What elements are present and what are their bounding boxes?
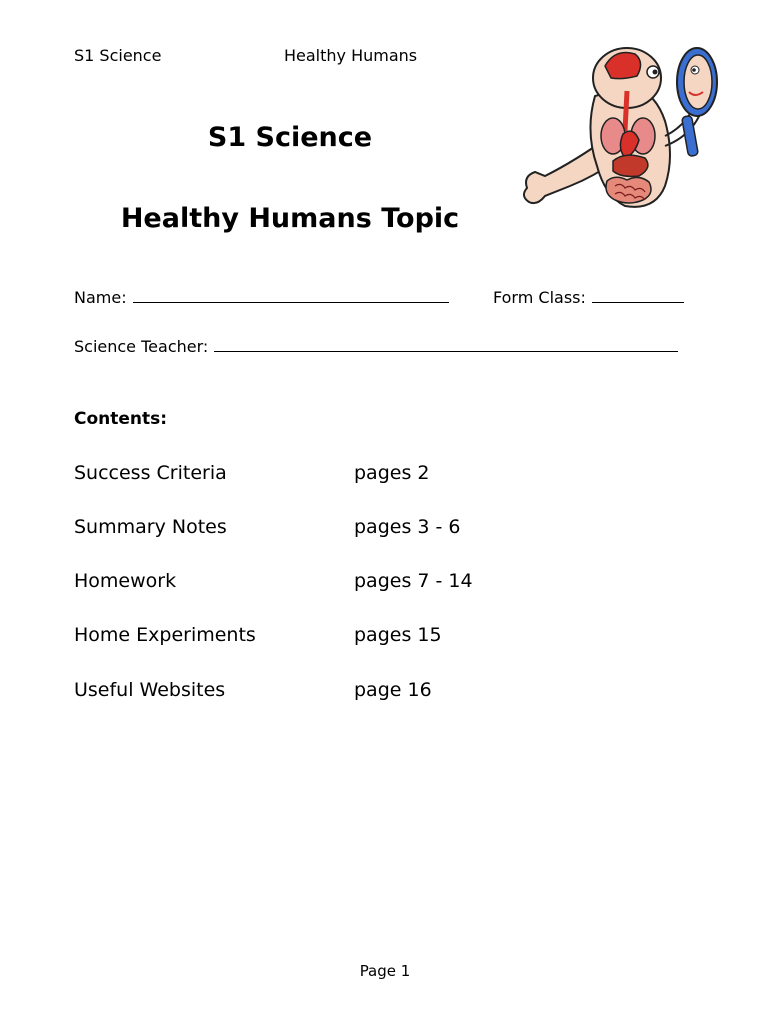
contents-item-pages: pages 7 - 14	[354, 570, 473, 592]
name-field[interactable]	[74, 288, 449, 307]
page-subtitle: Healthy Humans Topic	[120, 203, 460, 234]
form-class-field[interactable]	[493, 288, 684, 307]
contents-heading: Contents:	[74, 409, 168, 429]
contents-item-label: Homework	[74, 570, 177, 592]
science-teacher-blank-line[interactable]	[214, 337, 678, 352]
science-teacher-label: Science Teacher:	[74, 337, 209, 356]
contents-item-label: Success Criteria	[74, 462, 227, 484]
contents-item-pages: pages 3 - 6	[354, 516, 461, 538]
science-teacher-field[interactable]	[74, 337, 678, 356]
contents-item-pages: page 16	[354, 679, 432, 701]
contents-item-pages: pages 15	[354, 624, 442, 646]
form-class-label: Form Class:	[493, 288, 586, 307]
name-blank-line[interactable]	[133, 288, 449, 303]
page-title: S1 Science	[207, 122, 373, 153]
contents-item-label: Summary Notes	[74, 516, 227, 538]
form-class-blank-line[interactable]	[592, 288, 684, 303]
contents-item-label: Home Experiments	[74, 624, 256, 646]
contents-item-pages: pages 2	[354, 462, 430, 484]
header-center: Healthy Humans	[284, 46, 418, 65]
anatomy-cartoon-icon	[515, 36, 735, 222]
page-number: Page 1	[359, 962, 411, 980]
name-label: Name:	[74, 288, 127, 307]
contents-item-label: Useful Websites	[74, 679, 226, 701]
header-left: S1 Science	[74, 46, 162, 65]
